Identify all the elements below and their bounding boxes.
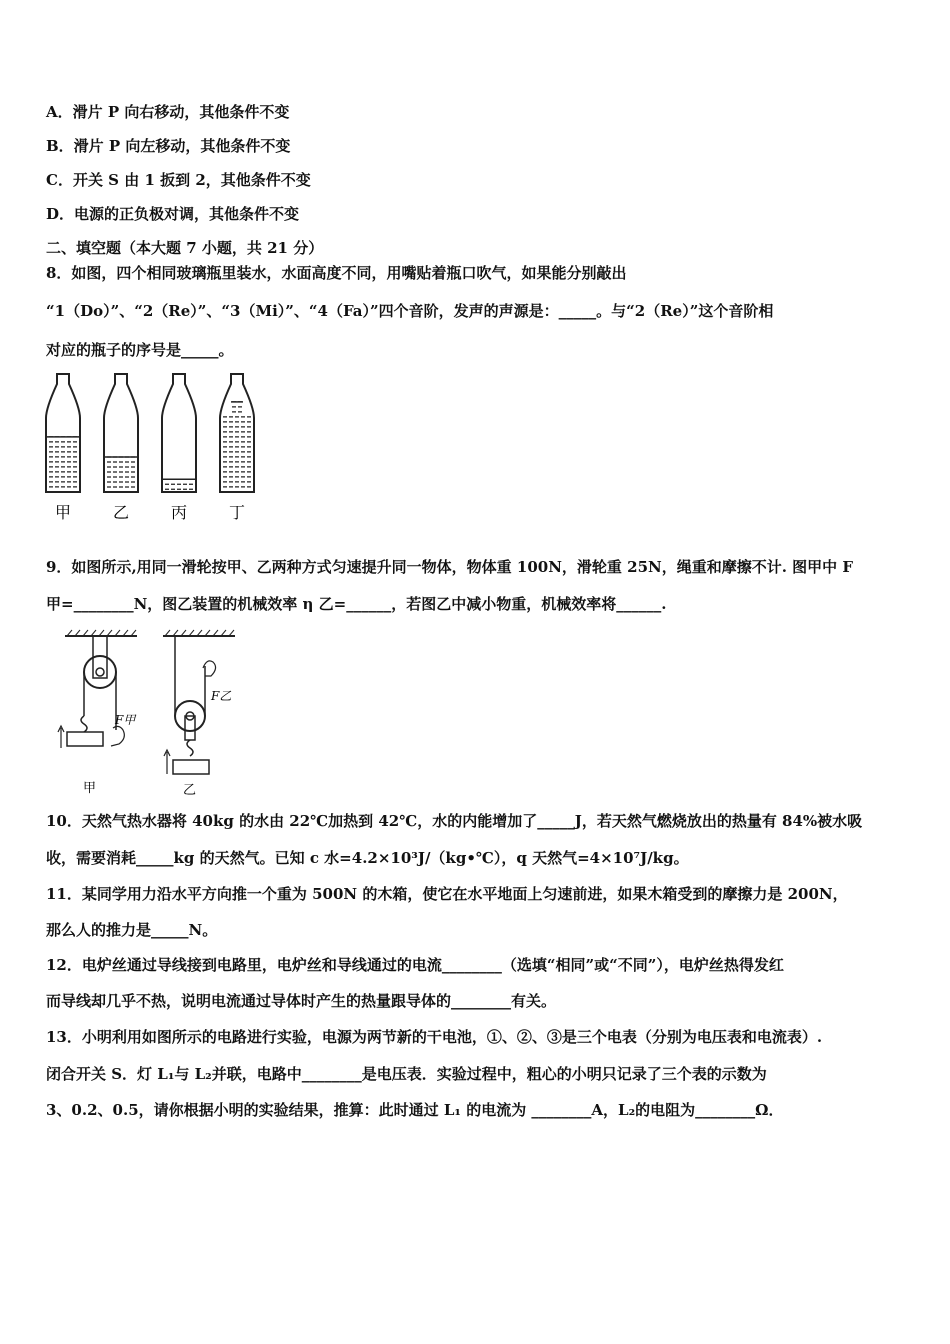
q8-line1: 8．如图，四个相同玻璃瓶里装水，水面高度不同，用嘴贴着瓶口吹气，如果能分别敲出 xyxy=(46,264,627,282)
label-jia: 甲 xyxy=(83,781,97,796)
q9-line1: 9．如图所示,用同一滑轮按甲、乙两种方式匀速提升同一物体，物体重 100N，滑轮重 25N，绳重和摩擦不计. 图甲中 F xyxy=(46,558,854,576)
option-d: D．电源的正负极对调，其他条件不变 xyxy=(46,205,300,223)
q13-line1: 13．小明利用如图所示的电路进行实验，电源为两节新的干电池，①、②、③是三个电表（分别为电压表和电流表）. xyxy=(46,1028,823,1046)
q10-line1: 10．天然气热水器将 40kg 的水由 22℃加热到 42℃，水的内能增加了_____J，若天然气燃烧放出的热量有 84%被水吸 xyxy=(46,812,863,830)
pulley-jia xyxy=(58,630,137,796)
bottle-label-4: 丁 xyxy=(229,503,246,522)
q12-line1: 12．电炉丝通过导线接到电路里，电炉丝和导线通过的电流________（选填“相同”或“不同”），电炉丝热得发红 xyxy=(46,956,784,974)
q8-line3: 对应的瓶子的序号是_____。 xyxy=(46,341,234,359)
q11-line1: 11．某同学用力沿水平方向推一个重为 500N 的木箱，使它在水平地面上匀速前进，如果木箱受到的摩擦力是 200N， xyxy=(46,885,848,903)
q9-line2: 甲=________N，图乙装置的机械效率 η 乙=______，若图乙中减小物重，机械效率将______. xyxy=(46,595,667,613)
option-a: A．滑片 P 向右移动，其他条件不变 xyxy=(46,103,290,121)
bottle-1 xyxy=(46,374,80,522)
force-yi-label: F乙 xyxy=(211,689,232,703)
q13-line3: 3、0.2、0.5，请你根据小明的实验结果，推算：此时通过 L₁ 的电流为 ________A，L₂的电阻为________Ω． xyxy=(46,1101,784,1119)
pulley-figure xyxy=(55,628,245,800)
bottle-label-2: 乙 xyxy=(113,503,130,522)
force-jia-label: F甲 xyxy=(115,713,136,727)
pulley-yi xyxy=(163,630,235,798)
bottle-3 xyxy=(162,374,196,522)
q11-line2: 那么人的推力是_____N。 xyxy=(46,921,218,939)
option-c: C．开关 S 由 1 扳到 2，其他条件不变 xyxy=(46,171,311,189)
bottle-2 xyxy=(104,374,138,522)
bottle-label-1: 甲 xyxy=(55,503,72,522)
bottles-figure xyxy=(38,368,268,528)
bottle-4 xyxy=(220,374,254,522)
q12-line2: 而导线却几乎不热，说明电流通过导体时产生的热量跟导体的________有关。 xyxy=(46,992,557,1010)
section-title: 二、填空题（本大题 7 小题，共 21 分） xyxy=(46,239,324,257)
q10-line2: 收，需要消耗_____kg 的天然气。已知 c 水=4.2×10³J/（kg•℃），q 天然气=4×10⁷J/kg。 xyxy=(46,849,689,867)
bottle-label-3: 丙 xyxy=(171,503,188,522)
q13-line2: 闭合开关 S．灯 L₁与 L₂并联，电路中________是电压表．实验过程中，粗心的小明只记录了三个表的示数为 xyxy=(46,1065,767,1083)
q8-line2: “1（Do）”、“2（Re）”、“3（Mi）”、“4（Fa）”四个音阶，发声的声源是：_____。与“2（Re）”这个音阶相 xyxy=(46,302,774,320)
label-yi: 乙 xyxy=(183,783,197,798)
option-b: B．滑片 P 向左移动，其他条件不变 xyxy=(46,137,291,155)
